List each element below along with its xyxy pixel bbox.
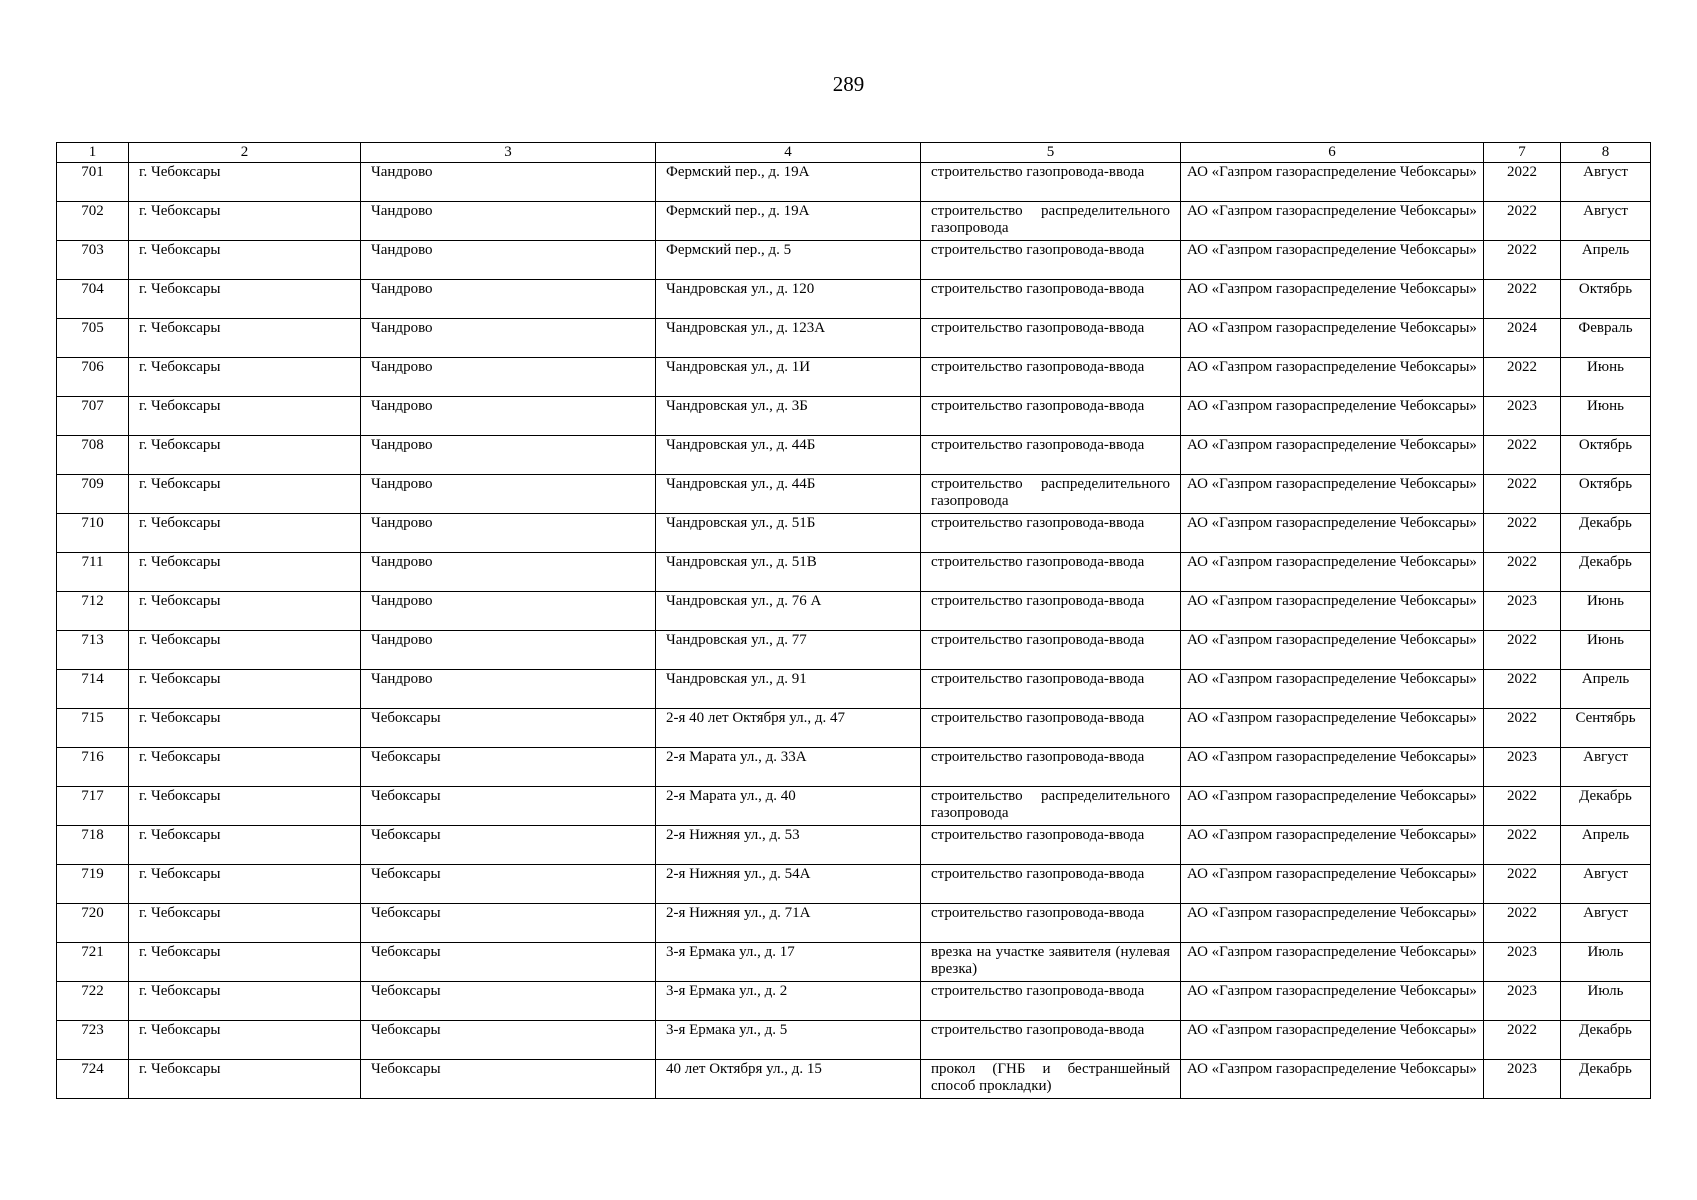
header-col-5: 5 — [921, 143, 1181, 163]
organization-cell: АО «Газпром газораспределение Чебоксары» — [1181, 1021, 1484, 1060]
work-type-cell: строительство газопровода-ввода — [921, 514, 1181, 553]
city-cell: г. Чебоксары — [129, 670, 361, 709]
year-cell: 2022 — [1484, 826, 1561, 865]
city-cell: г. Чебоксары — [129, 514, 361, 553]
city-cell: г. Чебоксары — [129, 1060, 361, 1099]
table-row — [57, 982, 1651, 1021]
work-type-cell: строительство газопровода-ввода — [921, 280, 1181, 319]
row-number: 709 — [57, 475, 129, 514]
month-cell: Декабрь — [1561, 514, 1651, 553]
organization-cell: АО «Газпром газораспределение Чебоксары» — [1181, 904, 1484, 943]
month-cell: Август — [1561, 163, 1651, 202]
city-cell: г. Чебоксары — [129, 826, 361, 865]
locality-cell: Чандрово — [361, 592, 656, 631]
locality-cell: Чебоксары — [361, 982, 656, 1021]
city-cell: г. Чебоксары — [129, 943, 361, 982]
locality-cell: Чандрово — [361, 670, 656, 709]
work-type-cell: строительство распределительного газопровода — [921, 202, 1181, 241]
month-cell: Август — [1561, 748, 1651, 787]
address-cell: 2-я Марата ул., д. 33А — [656, 748, 921, 787]
month-cell: Август — [1561, 865, 1651, 904]
row-number: 719 — [57, 865, 129, 904]
year-cell: 2022 — [1484, 436, 1561, 475]
city-cell: г. Чебоксары — [129, 904, 361, 943]
table-row — [57, 514, 1651, 553]
gasification-table — [56, 142, 1651, 1099]
organization-cell: АО «Газпром газораспределение Чебоксары» — [1181, 475, 1484, 514]
work-type-cell: строительство газопровода-ввода — [921, 358, 1181, 397]
address-cell: Чандровская ул., д. 76 А — [656, 592, 921, 631]
city-cell: г. Чебоксары — [129, 787, 361, 826]
table-body — [57, 163, 1651, 1099]
organization-cell: АО «Газпром газораспределение Чебоксары» — [1181, 319, 1484, 358]
organization-cell: АО «Газпром газораспределение Чебоксары» — [1181, 670, 1484, 709]
row-number: 713 — [57, 631, 129, 670]
locality-cell: Чандрово — [361, 631, 656, 670]
organization-cell: АО «Газпром газораспределение Чебоксары» — [1181, 358, 1484, 397]
address-cell: Чандровская ул., д. 1И — [656, 358, 921, 397]
work-type-cell: строительство газопровода-ввода — [921, 670, 1181, 709]
organization-cell: АО «Газпром газораспределение Чебоксары» — [1181, 592, 1484, 631]
organization-cell: АО «Газпром газораспределение Чебоксары» — [1181, 553, 1484, 592]
table-row — [57, 826, 1651, 865]
address-cell: Чандровская ул., д. 3Б — [656, 397, 921, 436]
header-col-3: 3 — [361, 143, 656, 163]
month-cell: Февраль — [1561, 319, 1651, 358]
work-type-cell: строительство газопровода-ввода — [921, 592, 1181, 631]
city-cell: г. Чебоксары — [129, 163, 361, 202]
locality-cell: Чебоксары — [361, 709, 656, 748]
row-number: 708 — [57, 436, 129, 475]
locality-cell: Чебоксары — [361, 748, 656, 787]
city-cell: г. Чебоксары — [129, 865, 361, 904]
work-type-cell: строительство газопровода-ввода — [921, 241, 1181, 280]
organization-cell: АО «Газпром газораспределение Чебоксары» — [1181, 631, 1484, 670]
table-row — [57, 358, 1651, 397]
table-row — [57, 397, 1651, 436]
city-cell: г. Чебоксары — [129, 280, 361, 319]
row-number: 705 — [57, 319, 129, 358]
month-cell: Декабрь — [1561, 1060, 1651, 1099]
address-cell: 40 лет Октября ул., д. 15 — [656, 1060, 921, 1099]
table-row — [57, 319, 1651, 358]
year-cell: 2023 — [1484, 397, 1561, 436]
table-row — [57, 436, 1651, 475]
row-number: 704 — [57, 280, 129, 319]
year-cell: 2023 — [1484, 943, 1561, 982]
locality-cell: Чебоксары — [361, 826, 656, 865]
work-type-cell: строительство газопровода-ввода — [921, 553, 1181, 592]
address-cell: 2-я Нижняя ул., д. 54А — [656, 865, 921, 904]
month-cell: Июнь — [1561, 592, 1651, 631]
month-cell: Апрель — [1561, 241, 1651, 280]
year-cell: 2022 — [1484, 709, 1561, 748]
work-type-cell: строительство газопровода-ввода — [921, 163, 1181, 202]
header-col-2: 2 — [129, 143, 361, 163]
address-cell: Фермский пер., д. 19А — [656, 163, 921, 202]
organization-cell: АО «Газпром газораспределение Чебоксары» — [1181, 163, 1484, 202]
organization-cell: АО «Газпром газораспределение Чебоксары» — [1181, 397, 1484, 436]
month-cell: Июль — [1561, 982, 1651, 1021]
city-cell: г. Чебоксары — [129, 1021, 361, 1060]
organization-cell: АО «Газпром газораспределение Чебоксары» — [1181, 709, 1484, 748]
table-row — [57, 553, 1651, 592]
year-cell: 2022 — [1484, 1021, 1561, 1060]
year-cell: 2022 — [1484, 514, 1561, 553]
month-cell: Август — [1561, 904, 1651, 943]
table-row — [57, 1060, 1651, 1099]
work-type-cell: строительство распределительного газопровода — [921, 787, 1181, 826]
locality-cell: Чебоксары — [361, 865, 656, 904]
year-cell: 2022 — [1484, 358, 1561, 397]
organization-cell: АО «Газпром газораспределение Чебоксары» — [1181, 1060, 1484, 1099]
year-cell: 2022 — [1484, 202, 1561, 241]
address-cell: 2-я 40 лет Октября ул., д. 47 — [656, 709, 921, 748]
year-cell: 2022 — [1484, 904, 1561, 943]
work-type-cell: строительство газопровода-ввода — [921, 904, 1181, 943]
address-cell: Чандровская ул., д. 51В — [656, 553, 921, 592]
address-cell: Чандровская ул., д. 77 — [656, 631, 921, 670]
city-cell: г. Чебоксары — [129, 202, 361, 241]
city-cell: г. Чебоксары — [129, 436, 361, 475]
organization-cell: АО «Газпром газораспределение Чебоксары» — [1181, 943, 1484, 982]
row-number: 718 — [57, 826, 129, 865]
row-number: 721 — [57, 943, 129, 982]
month-cell: Апрель — [1561, 826, 1651, 865]
year-cell: 2023 — [1484, 982, 1561, 1021]
month-cell: Апрель — [1561, 670, 1651, 709]
locality-cell: Чандрово — [361, 163, 656, 202]
header-col-7: 7 — [1484, 143, 1561, 163]
work-type-cell: строительство газопровода-ввода — [921, 631, 1181, 670]
address-cell: Фермский пер., д. 19А — [656, 202, 921, 241]
month-cell: Июль — [1561, 943, 1651, 982]
work-type-cell: строительство газопровода-ввода — [921, 748, 1181, 787]
year-cell: 2022 — [1484, 163, 1561, 202]
year-cell: 2022 — [1484, 475, 1561, 514]
work-type-cell: строительство газопровода-ввода — [921, 319, 1181, 358]
table-row — [57, 709, 1651, 748]
locality-cell: Чандрово — [361, 241, 656, 280]
locality-cell: Чандрово — [361, 280, 656, 319]
city-cell: г. Чебоксары — [129, 748, 361, 787]
table-row — [57, 475, 1651, 514]
row-number: 716 — [57, 748, 129, 787]
table-row — [57, 865, 1651, 904]
work-type-cell: строительство газопровода-ввода — [921, 1021, 1181, 1060]
organization-cell: АО «Газпром газораспределение Чебоксары» — [1181, 787, 1484, 826]
locality-cell: Чебоксары — [361, 904, 656, 943]
year-cell: 2023 — [1484, 748, 1561, 787]
locality-cell: Чандрово — [361, 358, 656, 397]
year-cell: 2022 — [1484, 787, 1561, 826]
organization-cell: АО «Газпром газораспределение Чебоксары» — [1181, 202, 1484, 241]
row-number: 702 — [57, 202, 129, 241]
row-number: 714 — [57, 670, 129, 709]
work-type-cell: строительство газопровода-ввода — [921, 397, 1181, 436]
header-col-8: 8 — [1561, 143, 1651, 163]
address-cell: 3-я Ермака ул., д. 2 — [656, 982, 921, 1021]
work-type-cell: строительство газопровода-ввода — [921, 865, 1181, 904]
address-cell: Чандровская ул., д. 123А — [656, 319, 921, 358]
locality-cell: Чебоксары — [361, 787, 656, 826]
locality-cell: Чандрово — [361, 436, 656, 475]
address-cell: 2-я Нижняя ул., д. 71А — [656, 904, 921, 943]
address-cell: Чандровская ул., д. 91 — [656, 670, 921, 709]
locality-cell: Чандрово — [361, 202, 656, 241]
month-cell: Декабрь — [1561, 787, 1651, 826]
column-number-header — [57, 143, 1651, 163]
row-number: 712 — [57, 592, 129, 631]
row-number: 710 — [57, 514, 129, 553]
year-cell: 2022 — [1484, 553, 1561, 592]
city-cell: г. Чебоксары — [129, 475, 361, 514]
locality-cell: Чандрово — [361, 397, 656, 436]
address-cell: Чандровская ул., д. 44Б — [656, 436, 921, 475]
address-cell: Чандровская ул., д. 44Б — [656, 475, 921, 514]
month-cell: Декабрь — [1561, 553, 1651, 592]
year-cell: 2022 — [1484, 631, 1561, 670]
header-col-4: 4 — [656, 143, 921, 163]
city-cell: г. Чебоксары — [129, 709, 361, 748]
work-type-cell: строительство газопровода-ввода — [921, 982, 1181, 1021]
city-cell: г. Чебоксары — [129, 982, 361, 1021]
address-cell: 2-я Марата ул., д. 40 — [656, 787, 921, 826]
city-cell: г. Чебоксары — [129, 592, 361, 631]
table-row — [57, 163, 1651, 202]
city-cell: г. Чебоксары — [129, 631, 361, 670]
row-number: 703 — [57, 241, 129, 280]
organization-cell: АО «Газпром газораспределение Чебоксары» — [1181, 748, 1484, 787]
row-number: 720 — [57, 904, 129, 943]
month-cell: Октябрь — [1561, 436, 1651, 475]
organization-cell: АО «Газпром газораспределение Чебоксары» — [1181, 514, 1484, 553]
month-cell: Июнь — [1561, 397, 1651, 436]
locality-cell: Чандрово — [361, 514, 656, 553]
month-cell: Сентябрь — [1561, 709, 1651, 748]
locality-cell: Чебоксары — [361, 943, 656, 982]
row-number: 707 — [57, 397, 129, 436]
row-number: 723 — [57, 1021, 129, 1060]
row-number: 717 — [57, 787, 129, 826]
header-col-6: 6 — [1181, 143, 1484, 163]
city-cell: г. Чебоксары — [129, 319, 361, 358]
header-col-1: 1 — [57, 143, 129, 163]
work-type-cell: врезка на участке заявителя (нулевая врезка) — [921, 943, 1181, 982]
locality-cell: Чебоксары — [361, 1060, 656, 1099]
locality-cell: Чандрово — [361, 319, 656, 358]
work-type-cell: строительство газопровода-ввода — [921, 436, 1181, 475]
year-cell: 2022 — [1484, 670, 1561, 709]
organization-cell: АО «Газпром газораспределение Чебоксары» — [1181, 436, 1484, 475]
row-number: 701 — [57, 163, 129, 202]
table-row — [57, 592, 1651, 631]
year-cell: 2024 — [1484, 319, 1561, 358]
table-row — [57, 904, 1651, 943]
organization-cell: АО «Газпром газораспределение Чебоксары» — [1181, 241, 1484, 280]
address-cell: Фермский пер., д. 5 — [656, 241, 921, 280]
work-type-cell: строительство распределительного газопровода — [921, 475, 1181, 514]
locality-cell: Чебоксары — [361, 1021, 656, 1060]
city-cell: г. Чебоксары — [129, 241, 361, 280]
locality-cell: Чандрово — [361, 475, 656, 514]
work-type-cell: прокол (ГНБ и бестраншейный способ прокладки) — [921, 1060, 1181, 1099]
month-cell: Август — [1561, 202, 1651, 241]
organization-cell: АО «Газпром газораспределение Чебоксары» — [1181, 280, 1484, 319]
table-row — [57, 202, 1651, 241]
city-cell: г. Чебоксары — [129, 553, 361, 592]
table-row — [57, 670, 1651, 709]
row-number: 711 — [57, 553, 129, 592]
month-cell: Декабрь — [1561, 1021, 1651, 1060]
year-cell: 2022 — [1484, 241, 1561, 280]
year-cell: 2023 — [1484, 592, 1561, 631]
year-cell: 2022 — [1484, 280, 1561, 319]
work-type-cell: строительство газопровода-ввода — [921, 709, 1181, 748]
organization-cell: АО «Газпром газораспределение Чебоксары» — [1181, 826, 1484, 865]
table-row — [57, 787, 1651, 826]
year-cell: 2022 — [1484, 865, 1561, 904]
table-row — [57, 748, 1651, 787]
organization-cell: АО «Газпром газораспределение Чебоксары» — [1181, 982, 1484, 1021]
month-cell: Октябрь — [1561, 280, 1651, 319]
month-cell: Июнь — [1561, 631, 1651, 670]
organization-cell: АО «Газпром газораспределение Чебоксары» — [1181, 865, 1484, 904]
row-number: 715 — [57, 709, 129, 748]
address-cell: Чандровская ул., д. 51Б — [656, 514, 921, 553]
row-number: 724 — [57, 1060, 129, 1099]
table-row — [57, 241, 1651, 280]
table-row — [57, 1021, 1651, 1060]
table-row — [57, 280, 1651, 319]
row-number: 722 — [57, 982, 129, 1021]
work-type-cell: строительство газопровода-ввода — [921, 826, 1181, 865]
row-number: 706 — [57, 358, 129, 397]
year-cell: 2023 — [1484, 1060, 1561, 1099]
address-cell: 3-я Ермака ул., д. 5 — [656, 1021, 921, 1060]
table-row — [57, 631, 1651, 670]
month-cell: Июнь — [1561, 358, 1651, 397]
city-cell: г. Чебоксары — [129, 358, 361, 397]
city-cell: г. Чебоксары — [129, 397, 361, 436]
address-cell: 2-я Нижняя ул., д. 53 — [656, 826, 921, 865]
locality-cell: Чандрово — [361, 553, 656, 592]
address-cell: Чандровская ул., д. 120 — [656, 280, 921, 319]
address-cell: 3-я Ермака ул., д. 17 — [656, 943, 921, 982]
table-row — [57, 943, 1651, 982]
month-cell: Октябрь — [1561, 475, 1651, 514]
page-number: 289 — [832, 72, 865, 96]
